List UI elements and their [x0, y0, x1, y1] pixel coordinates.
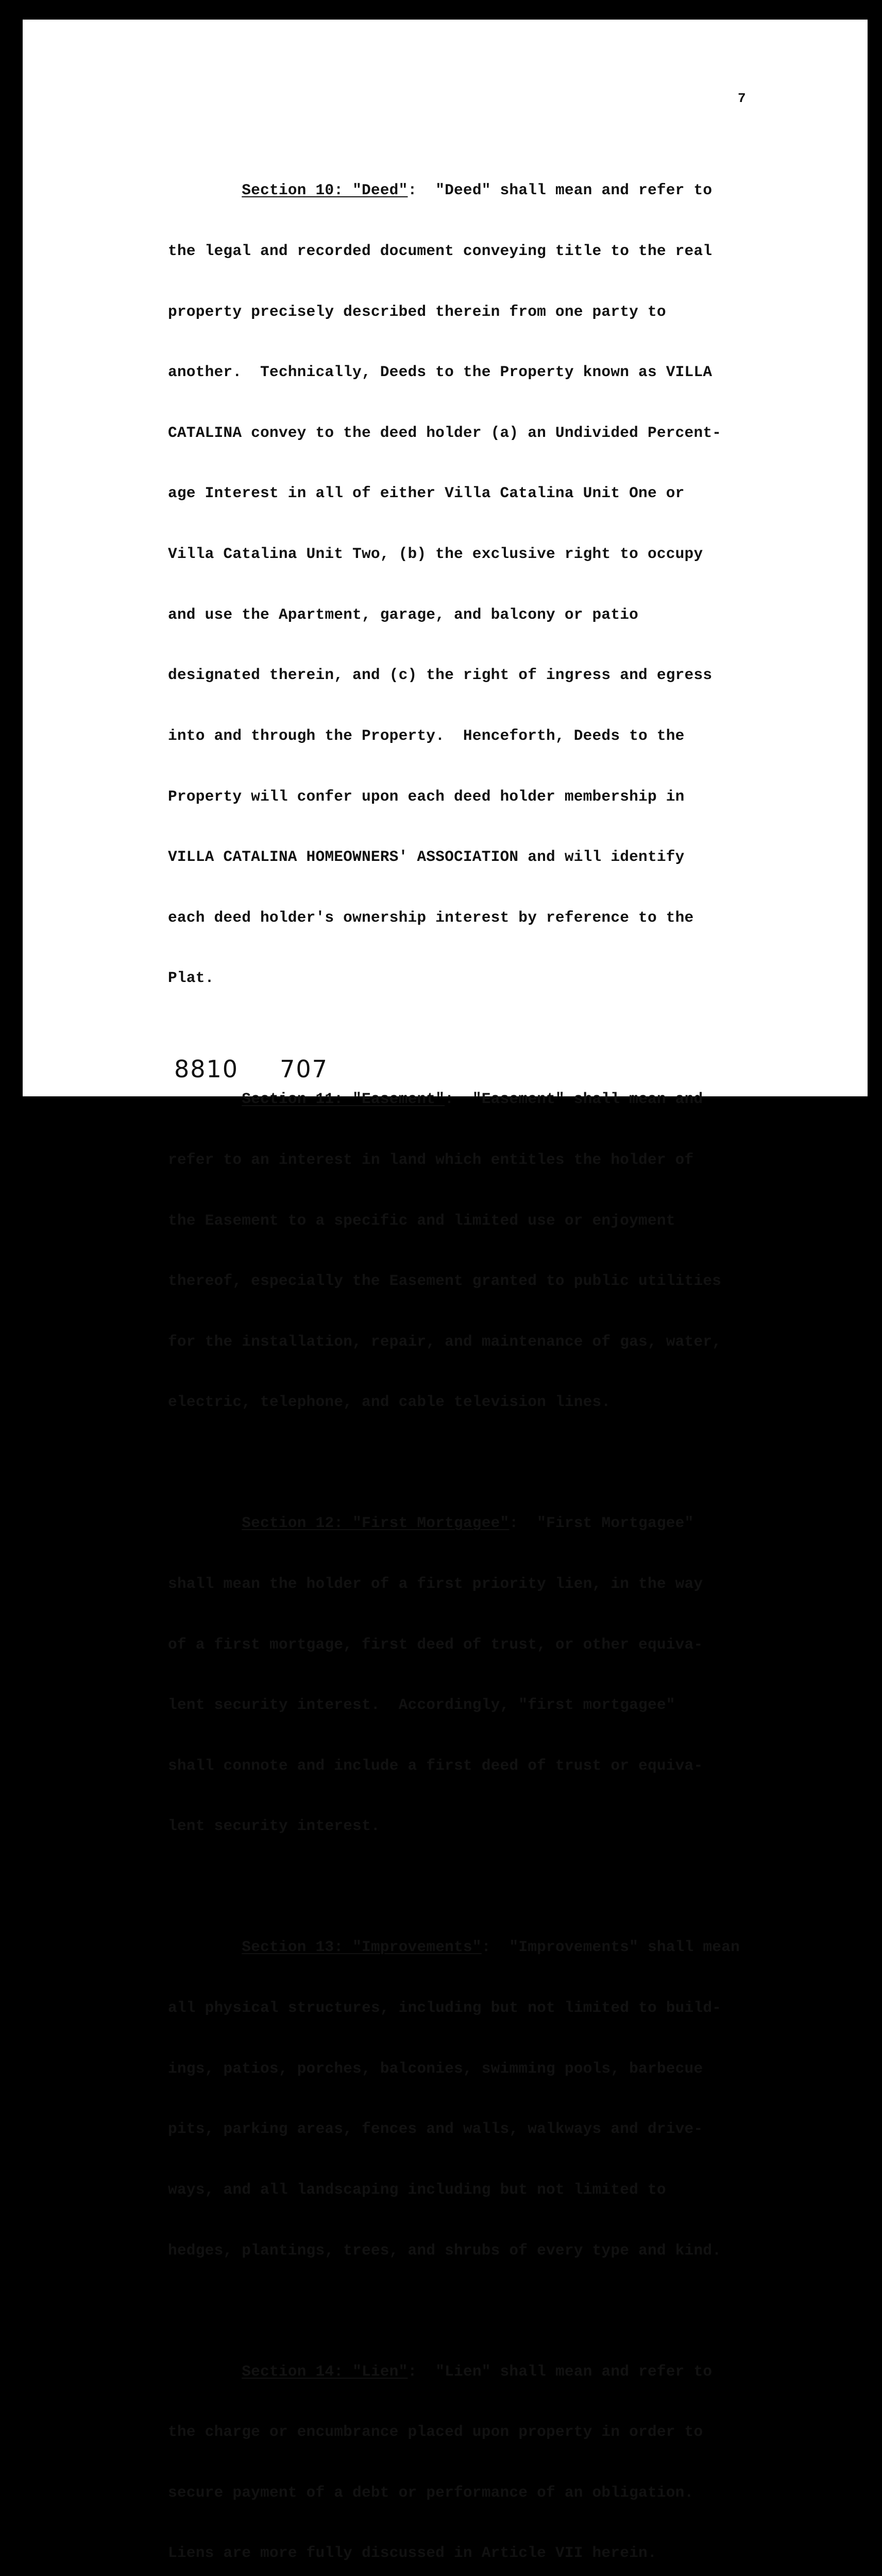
section-line: all physical structures, including but not limited to build- [168, 1999, 722, 2017]
section-13 [168, 1897, 771, 2301]
section-first-line [168, 2362, 771, 2382]
section-14 [168, 2321, 771, 2576]
section-line: and use the Apartment, garage, and balcony or patio [168, 605, 639, 623]
document-control-number [174, 1055, 328, 1083]
section-line: of a first mortgage, first deed of trust, or other equiva- [168, 1635, 703, 1653]
section-line: the legal and recorded document conveying title to the real [168, 242, 713, 260]
section-line: Plat. [168, 969, 214, 987]
section-line: lent security interest. Accordingly, "first mortgagee" [168, 1696, 675, 1714]
section-first-line-text: : "Easement" shall mean and [445, 1090, 703, 1108]
document-body [168, 140, 771, 2576]
section-line: VILLA CATALINA HOMEOWNERS' ASSOCIATION and will identify [168, 848, 685, 866]
section-line: secure payment of a debt or performance of an obligation. [168, 2483, 694, 2501]
section-line: refer to an interest in land which entitles the holder of [168, 1150, 694, 1168]
section-line: Property will confer upon each deed holder membership in [168, 787, 685, 805]
section-heading: Section 10: "Deed" [242, 181, 408, 199]
section-line: thereof, especially the Easement granted to public utilities [168, 1272, 722, 1290]
section-first-line [168, 180, 771, 200]
section-first-line [168, 1937, 771, 1957]
section-first-line [168, 1513, 771, 1533]
section-line: pits, parking areas, fences and walls, walkways and drive- [168, 2120, 703, 2138]
section-line: the Easement to a specific and limited use or enjoyment [168, 1211, 675, 1229]
section-line: Villa Catalina Unit Two, (b) the exclusive right to occupy [168, 545, 703, 563]
section-heading: Section 11: "Easement" [242, 1090, 445, 1108]
section-line: CATALINA convey to the deed holder (a) an Undivided Percent- [168, 423, 722, 442]
section-first-line-text: : "Lien" shall mean and refer to [408, 2362, 713, 2380]
section-first-line [168, 1089, 771, 1109]
section-line: ways, and all landscaping including but not limited to [168, 2180, 666, 2198]
section-line: Liens are more fully discussed in Article VII herein. [168, 2544, 657, 2562]
section-line: the charge or encumbrance placed upon property in order to [168, 2423, 703, 2441]
section-line: for the installation, repair, and maintenance of gas, water, [168, 1332, 722, 1350]
section-10 [168, 140, 771, 1029]
section-11 [168, 1049, 771, 1453]
section-first-line-text: : "First Mortgagee" [509, 1514, 694, 1532]
section-line: property precisely described therein from one party to [168, 302, 666, 320]
section-line: ings, patios, porches, balconies, swimming pools, barbecue [168, 2059, 703, 2077]
section-heading: Section 12: "First Mortgagee" [242, 1514, 510, 1532]
doc-number-part-1: 8810 [174, 1055, 239, 1083]
section-line: electric, telephone, and cable television lines. [168, 1393, 611, 1411]
section-heading: Section 14: "Lien" [242, 2362, 408, 2380]
page-number: 7 [738, 91, 746, 106]
section-first-line-text: : "Improvements" shall mean [481, 1938, 740, 1956]
section-heading: Section 13: "Improvements" [242, 1938, 482, 1956]
doc-number-part-2: 707 [280, 1055, 328, 1083]
section-12 [168, 1473, 771, 1877]
section-first-line-text: : "Deed" shall mean and refer to [408, 181, 713, 199]
section-line: each deed holder's ownership interest by reference to the [168, 908, 694, 926]
section-line: shall mean the holder of a first priority lien, in the way [168, 1575, 703, 1593]
section-line: lent security interest. [168, 1817, 380, 1835]
section-line: into and through the Property. Henceforth, Deeds to the [168, 726, 685, 744]
section-line: shall connote and include a first deed of trust or equiva- [168, 1756, 703, 1774]
section-line: designated therein, and (c) the right of ingress and egress [168, 666, 713, 684]
section-line: hedges, plantings, trees, and shrubs of every type and kind. [168, 2241, 722, 2259]
section-line: age Interest in all of either Villa Catalina Unit One or [168, 484, 685, 502]
section-line: another. Technically, Deeds to the Property known as VILLA [168, 363, 713, 381]
